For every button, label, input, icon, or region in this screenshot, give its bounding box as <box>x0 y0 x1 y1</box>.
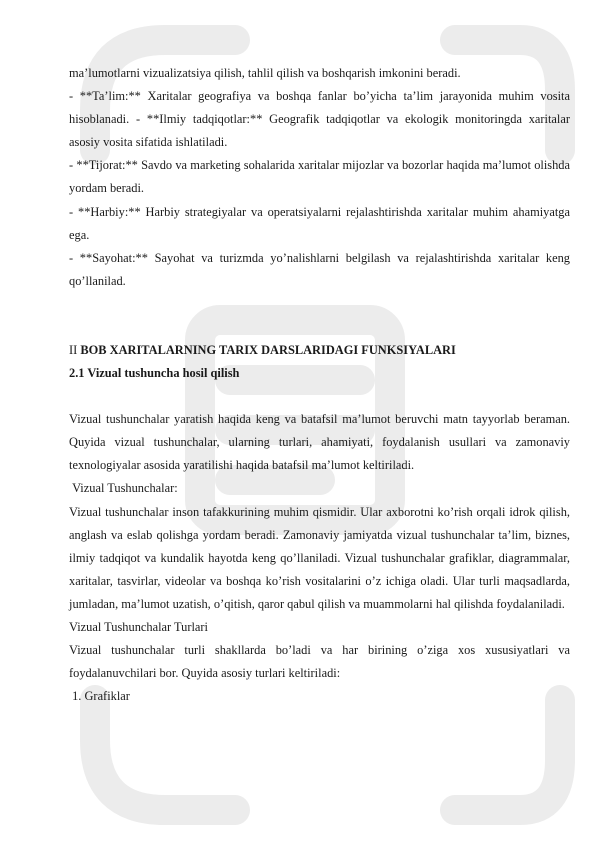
section-heading: 2.1 Vizual tushuncha hosil qilish <box>69 366 240 381</box>
paragraph-harbiy: - **Harbiy:** Harbiy strategiyalar va operatsiyalarni rejalashtirishda xaritalar muhim ahamiyatga ega. <box>69 204 570 242</box>
document-body <box>69 62 570 708</box>
paragraph-tijorat: - **Tijorat:** Savdo va marketing sohalarida xaritalar mijozlar va bozorlar haqida ma’lumot olishda yordam beradi. <box>69 158 570 196</box>
chapter-heading <box>69 339 570 362</box>
paragraph-intro-visual: Vizual tushunchalar yaratish haqida keng va batafsil ma’lumot beruvchi matn tayyorlab beraman. Quyida vizual tushunchalar, ularning turlari, ahamiyati, foydalanish usullari va zamonaviy texnologiyalar asosida yaratilishi haqida batafsil ma’lumot keltiriladi. <box>69 412 570 473</box>
spacer <box>69 385 570 408</box>
paragraph-talim: - **Ta’lim:** Xaritalar geografiya va boshqa fanlar bo’yicha ta’lim jarayonida muhim vosita hisoblanadi. - **Ilmiy tadqiqotlar:** Geografik tadqiqotlar va ekologik monitoringda xaritalar asosiy vosita sifatida ishlatiladi. <box>69 89 570 150</box>
chapter-roman-numeral: II <box>69 342 78 357</box>
subheading-turlari: Vizual Tushunchalar Turlari <box>69 619 208 634</box>
paragraph-intro-continuation: ma’lumotlarni vizualizatsiya qilish, tahlil qilish va boshqarish imkonini beradi. <box>69 66 461 80</box>
spacer <box>69 316 570 339</box>
list-item-grafiklar: 1. Grafiklar <box>69 689 130 704</box>
spacer <box>69 293 570 316</box>
paragraph-sayohat: - **Sayohat:** Sayohat va turizmda yo’nalishlarni belgilash va rejalashtirishda xaritalar keng qo’llanilad. <box>69 250 570 288</box>
chapter-title: BOB XARITALARNING TARIX DARSLARIDAGI FUNKSIYALARI <box>80 342 456 357</box>
paragraph-vizual-definition: Vizual tushunchalar inson tafakkurining muhim qismidir. Ular axborotni ko’rish orqali idrok qilish, anglash va eslab qolishga yordam beradi. Zamonaviy jamiyatda vizual tushunchalar ta’lim, biznes, ilmiy tadqiqot va kundalik hayotda keng qo’llaniladi. Vizual tushunchalar grafiklar, diagrammalar, xaritalar, tasvirlar, videolar va boshqa ko’rish vositalarini o’z ichiga oladi. Ular turli maqsadlarda, jumladan, ma’lumot uzatish, o’qitish, qaror qabul qilish va muammolarni hal qilishda foydalaniladi. <box>69 504 570 611</box>
paragraph-turlari: Vizual tushunchalar turli shakllarda bo’ladi va har birining o’ziga xos xususiyatlari va foydalanuvchilari bor. Quyida asosiy turlari keltiriladi: <box>69 643 570 681</box>
subheading-vizual-tushunchalar: Vizual Tushunchalar: <box>69 481 178 496</box>
